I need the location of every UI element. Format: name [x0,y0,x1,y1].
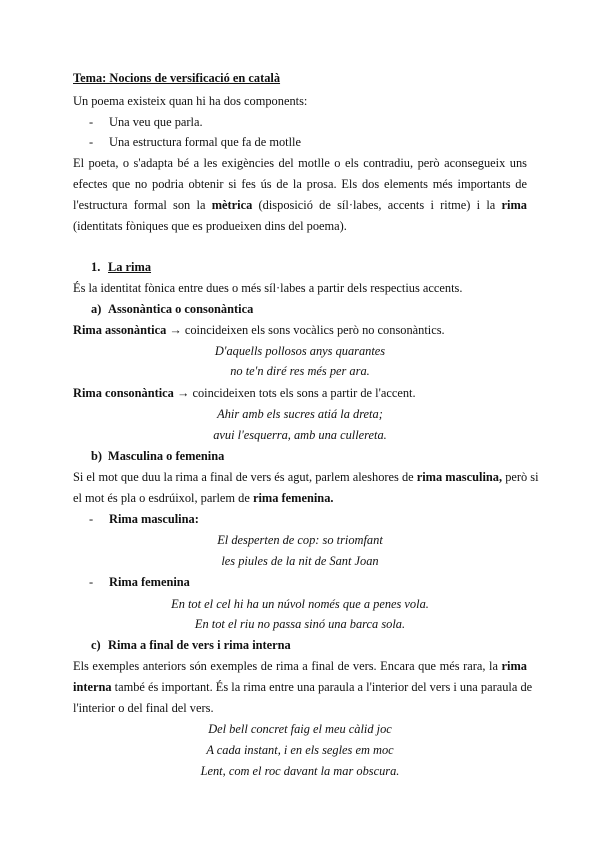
intro-lead: Un poema existeix quan hi ha dos components: [73,94,308,108]
verse: Ahir amb els sucres atiá la dreta; [217,407,383,421]
consonant-definition: Rima consonàntica → coincideixen tots els sons a partir de l'accent. [73,386,416,400]
intro-bullet-2: Una estructura formal que fa de motlle [109,135,301,149]
verse: Lent, com el roc davant la mar obscura. [200,764,400,778]
gender-paragraph-line: Si el mot que duu la rima a final de vers és agut, parlem aleshores de rima masculina, però si [73,470,539,484]
subsection-heading: Assonàntica o consonàntica [108,302,254,316]
feminine-label: Rima femenina [109,575,190,589]
section-heading: La rima [108,260,152,274]
bullet-dash: - [89,135,94,149]
verse: En tot el riu no passa sinó una barca sola. [194,617,406,631]
internal-paragraph-line: Els exemples anteriors són exemples de rima a final de vers. Encara que més rara, la rima [73,659,527,673]
verse: D'aquells pollosos anys quarantes [214,344,386,358]
intro-paragraph-line: efectes que no podria obtenir si fes ús de la prosa. Els dos elements més importants de [73,177,527,191]
rima-definition: És la identitat fònica entre dues o més síl·labes a partir dels respectius accents. [73,281,463,295]
verse: En tot el cel hi ha un núvol només que a penes vola. [171,597,429,611]
subsection-label: a) [91,302,102,316]
intro-bullet-1: Una veu que parla. [109,115,203,129]
subsection-label: c) [91,638,101,652]
intro-paragraph-line: El poeta, o s'adapta bé a les exigències del motlle o els contradiu, però aconsegueix uns [73,156,527,170]
verse: les piules de la nit de Sant Joan [221,554,379,568]
term-rima: rima [501,198,527,212]
bullet-dash: - [89,512,94,526]
term-metrica: mètrica [211,198,253,212]
verse: avui l'esquerra, amb una cullereta. [213,428,387,442]
page-title: Tema: Nocions de versificació en català [73,71,281,85]
assonant-definition: Rima assonàntica → coincideixen els sons vocàlics però no consonàntics. [73,323,445,337]
intro-paragraph-line: l'estructura formal son la mètrica (disposició de síl·labes, accents i ritme) i la rima [73,198,527,212]
intro-paragraph-line: (identitats fòniques que es produeixen dins del poema). [73,219,347,233]
subsection-label: b) [91,449,103,463]
verse: Del bell concret faig el meu càlid joc [208,722,392,736]
section-number: 1. [91,260,101,274]
bullet-dash: - [89,115,94,129]
verse: A cada instant, i en els segles em moc [206,743,394,757]
internal-paragraph-line: interna també és important. És la rima entre una paraula a l'interior del vers i una paraula de [73,680,533,694]
gender-paragraph-line: el mot és pla o esdrúixol, parlem de rima femenina. [73,491,334,505]
masculine-label: Rima masculina: [109,512,199,526]
subsection-heading: Rima a final de vers i rima interna [108,638,291,652]
internal-paragraph-line: l'interior o del final del vers. [73,701,214,715]
verse: El desperten de cop: so triomfant [217,533,383,547]
verse: no te'n diré res més per ara. [230,364,370,378]
subsection-heading: Masculina o femenina [108,449,225,463]
bullet-dash: - [89,575,94,589]
